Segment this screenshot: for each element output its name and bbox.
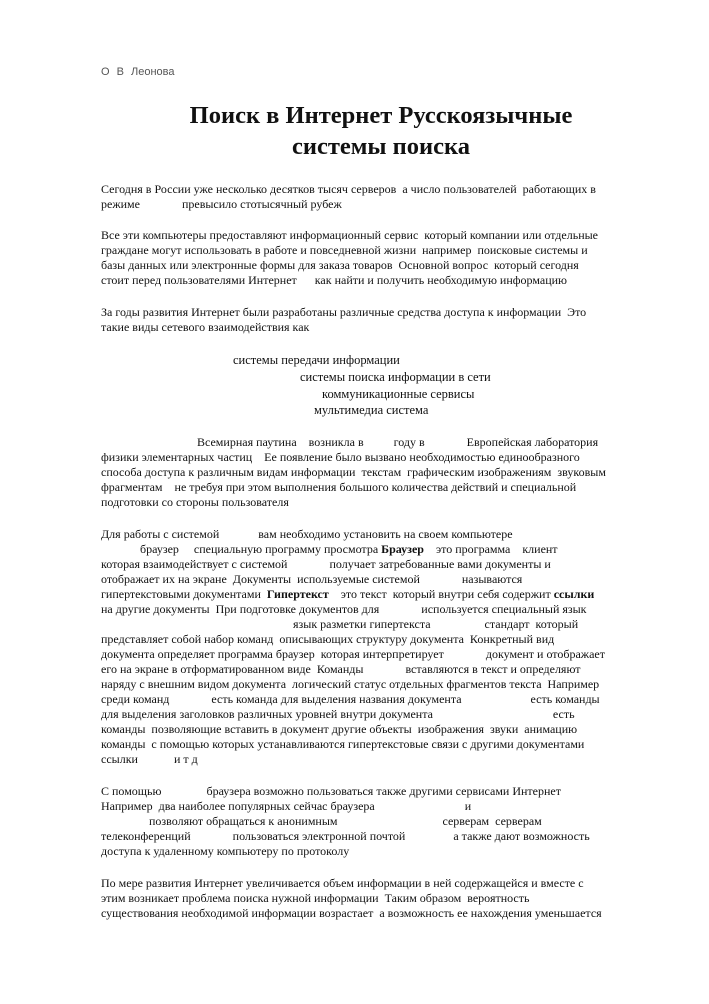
page-title bbox=[101, 100, 661, 162]
paragraph-6-line: позволяют обращаться к анонимным серверам серверам bbox=[101, 814, 542, 828]
paragraph-5-line: его на экране в отформатированном виде Команды вставляются в текст и определяют bbox=[101, 662, 581, 676]
paragraph-4-line: фрагментам не требуя при этом выполнения большого количества действий и специальной bbox=[101, 480, 577, 494]
paragraph-5-line: которая взаимодействует с системой получает затребованные вами документы и bbox=[101, 557, 551, 571]
paragraph-3-line: такие виды сетевого взаимодействия как bbox=[101, 320, 310, 334]
paragraph-2-line: базы данных или электронные формы для заказа товаров Основной вопрос который сегодня bbox=[101, 258, 579, 272]
list-item: коммуникационные сервисы bbox=[322, 387, 475, 401]
paragraph-5-line: команды с помощью которых устанавливаются гипертекстовые связи с другими документами bbox=[101, 737, 585, 751]
paragraph-5-line: среди команд есть команда для выделения названия документа есть команды bbox=[101, 692, 600, 706]
paragraph-5-line: документа определяет программа браузер которая интерпретирует документ и отображает bbox=[101, 647, 605, 661]
paragraph-2-line: граждане могут использовать в работе и повседневной жизни например поисковые системы и bbox=[101, 243, 588, 257]
paragraph-6-line: доступа к удаленному компьютеру по протоколу bbox=[101, 844, 350, 858]
paragraph-5-line: язык разметки гипертекста стандарт который bbox=[101, 617, 579, 631]
paragraph-4-line: физики элементарных частиц Ее появление было вызвано необходимостью единообразного bbox=[101, 450, 580, 464]
paragraph-5-line: команды позволяющие вставить в документ другие объекты изображения звуки анимацию bbox=[101, 722, 578, 736]
title-line-1: Поиск в Интернет Русскоязычные bbox=[189, 102, 573, 129]
term-hypertext: Гипертекст bbox=[266, 587, 329, 601]
paragraph-4-line: подготовки со стороны пользователя bbox=[101, 495, 289, 509]
author-name: О В Леонова bbox=[101, 66, 175, 78]
paragraph-2-line: стоит перед пользователями Интернет как найти и получить необходимую информацию bbox=[101, 273, 568, 287]
paragraph-1-line: Сегодня в России уже несколько десятков тысяч серверов а число пользователей работающих в bbox=[101, 182, 596, 196]
paragraph-6-line: Например два наиболее популярных сейчас браузера и bbox=[101, 799, 472, 813]
paragraph-7-line: По мере развития Интернет увеличивается объем информации в ней содержащейся и вместе с bbox=[101, 876, 584, 890]
paragraph-5-line: на другие документы При подготовке документов для используется специальный язык bbox=[101, 602, 587, 616]
paragraph-4-line: Всемирная паутина возникла в году в Европейская лаборатория bbox=[101, 435, 599, 449]
list-item: системы поиска информации в сети bbox=[300, 370, 491, 384]
paragraph-5-line: гипертекстовыми документами Гипертекст это текст который внутри себя содержит ссылки bbox=[101, 587, 595, 601]
paragraph-5-line: ссылки и т д bbox=[101, 752, 198, 766]
title-line-2: системы поиска bbox=[291, 133, 471, 160]
paragraph-5-line: браузер специальную программу просмотра Браузер это программа клиент bbox=[101, 542, 558, 556]
paragraph-2-line: Все эти компьютеры предоставляют информационный сервис который компании или отдельные bbox=[101, 228, 598, 242]
paragraph-5-line: наряду с внешним видом документа логический статус отдельных фрагментов текста Например bbox=[101, 677, 600, 691]
paragraph-3-line: За годы развития Интернет были разработаны различные средства доступа к информации Это bbox=[101, 305, 587, 319]
paragraph-6-line: С помощью браузера возможно пользоваться также другими сервисами Интернет bbox=[101, 784, 561, 798]
paragraph-7-line: существования необходимой информации возрастает а возможность ее нахождения уменьшается bbox=[101, 906, 602, 920]
paragraph-4-line: способа доступа к различным видам информации текстам графическим изображениям звуковым bbox=[101, 465, 606, 479]
list-item: системы передачи информации bbox=[233, 353, 400, 367]
term-links: ссылки bbox=[553, 587, 595, 601]
list-item: мультимедиа система bbox=[314, 403, 429, 417]
paragraph-5-line: представляет собой набор команд описывающих структуру документа Конкретный вид bbox=[101, 632, 555, 646]
paragraph-5-line: для выделения заголовков различных уровней внутри документа есть bbox=[101, 707, 575, 721]
paragraph-5-line: отображает их на экране Документы используемые системой называются bbox=[101, 572, 523, 586]
paragraph-5-line: Для работы с системой вам необходимо установить на своем компьютере bbox=[101, 527, 513, 541]
term-browser: Браузер bbox=[381, 542, 424, 556]
paragraph-1-line: режиме превысило стотысячный рубеж bbox=[101, 197, 342, 211]
paragraph-6-line: телеконференций пользоваться электронной почтой а также дают возможность bbox=[101, 829, 590, 843]
paragraph-7-line: этим возникает проблема поиска нужной информации Таким образом вероятность bbox=[101, 891, 530, 905]
